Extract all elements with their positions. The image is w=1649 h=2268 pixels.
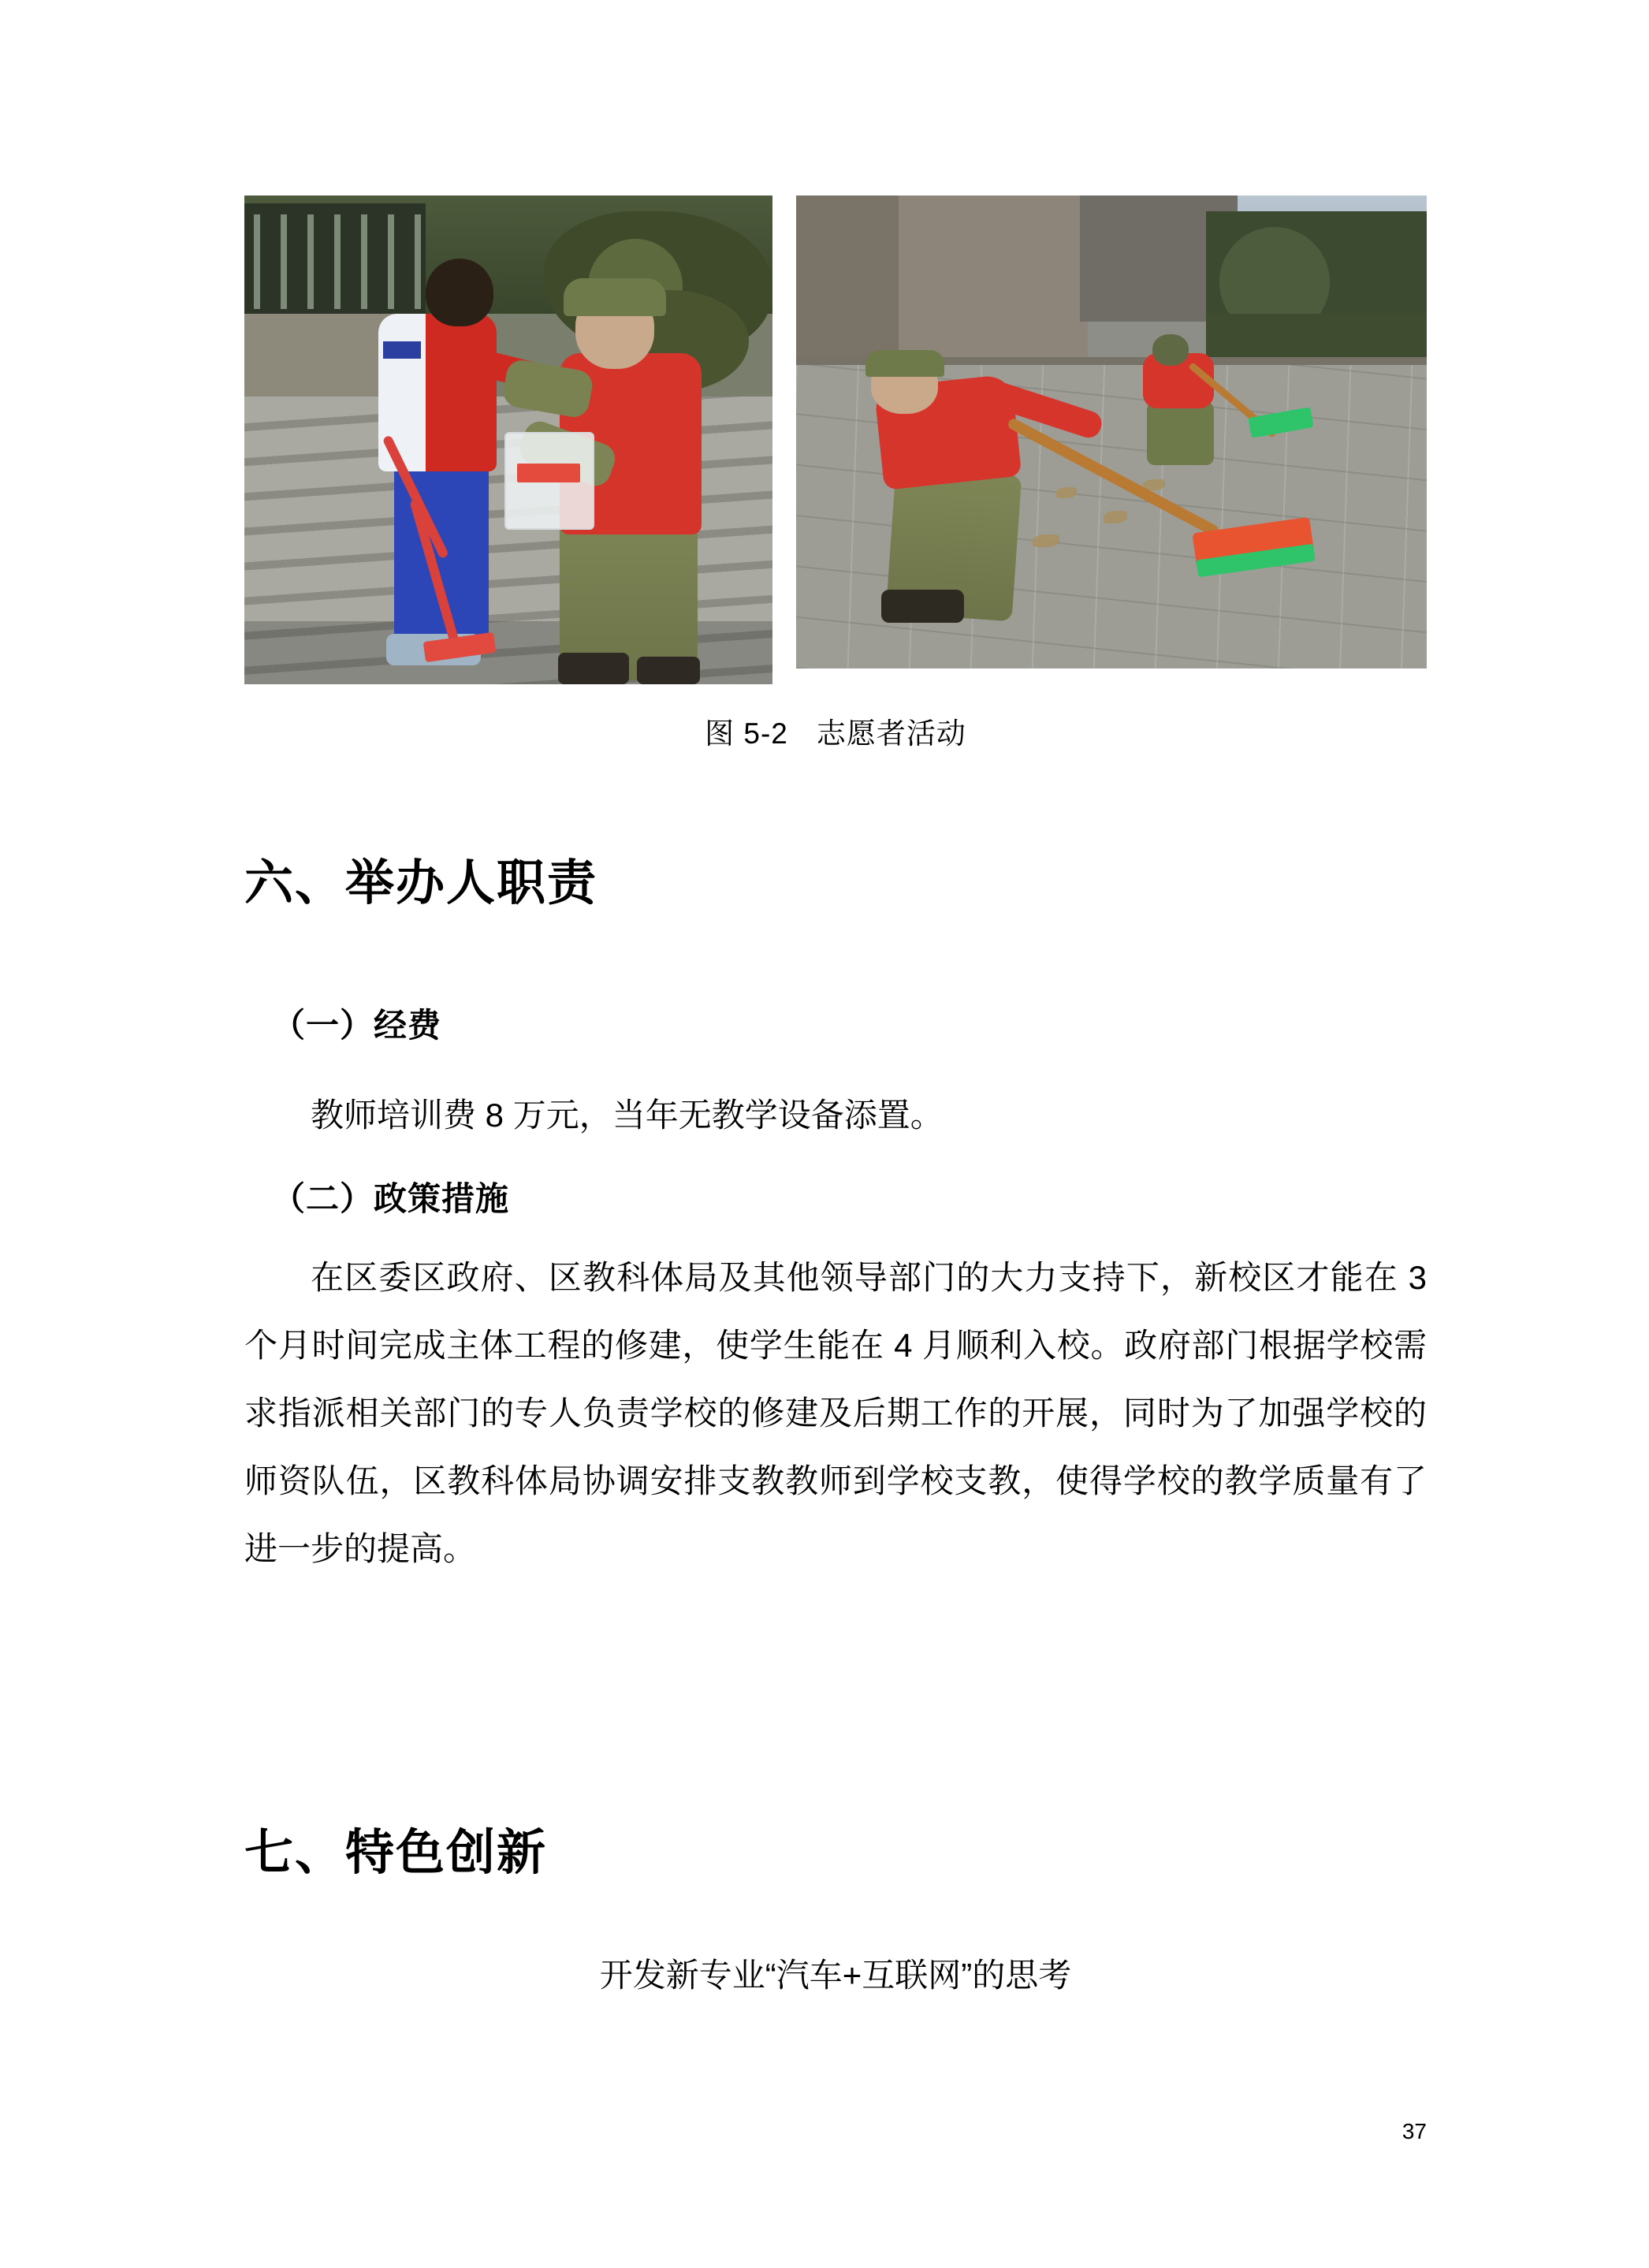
photo-right-leaf: [1033, 534, 1059, 547]
figure-caption-title: 志愿者活动: [816, 717, 966, 750]
figure-photo-left: [244, 196, 772, 684]
paragraph-funding: 教师培训费 8 万元，当年无教学设备添置。: [311, 1097, 944, 1134]
section-heading-seven: 七、特色创新: [244, 1826, 548, 1880]
photo-right-building-2: [899, 196, 1088, 361]
page-number: 37: [1401, 2119, 1427, 2143]
figure-photo-right: [796, 196, 1427, 668]
photo-left-fence: [244, 203, 426, 322]
photo-right-leaf: [1104, 511, 1127, 523]
photo-left-student-jacket: [378, 314, 426, 471]
photo-right-volunteer-cap: [865, 350, 944, 377]
photo-left-bag-label: [517, 464, 580, 482]
photo-right-trees: [1206, 211, 1427, 330]
figure-caption: [244, 709, 1427, 752]
subsection-heading-policy: （二）政策措施: [272, 1180, 510, 1217]
figure-image-row: [244, 196, 1427, 692]
subsection-heading-funding: （一）经费: [272, 1007, 442, 1044]
paragraph-innovation-title: 开发新专业“汽车+互联网”的思考: [599, 1957, 1072, 1994]
photo-right-volunteer2-legs: [1147, 402, 1214, 465]
photo-right-volunteer2-head: [1152, 334, 1189, 366]
section-heading-six: 六、举办人职责: [244, 856, 598, 911]
paragraph-policy: 在区委区政府、区教科体局及其他领导部门的大力支持下，新校区才能在 3 个月时间完成主体工程的修建，使学生能在 4 月顺利入校。政府部门根据学校需求指派相关部门的专人负责学校的修建及后期工作的开展，同时为了加强学校的师资队伍，区教科体局协调安排支教教师到学校支教，使得学校的教学质量有了进一步的提高。: [244, 1259, 1427, 1567]
photo-right-volunteer-boot: [881, 590, 964, 623]
photo-left-student-head: [426, 259, 493, 326]
photo-left-volunteer-boot: [558, 653, 629, 684]
photo-left-student-stripe: [383, 341, 421, 359]
photo-left-volunteer-cap: [564, 278, 666, 316]
photo-right-leaf: [1056, 487, 1077, 498]
figure-caption-number: 图 5-2: [705, 717, 788, 750]
photo-left-volunteer-boot-2: [637, 657, 700, 684]
